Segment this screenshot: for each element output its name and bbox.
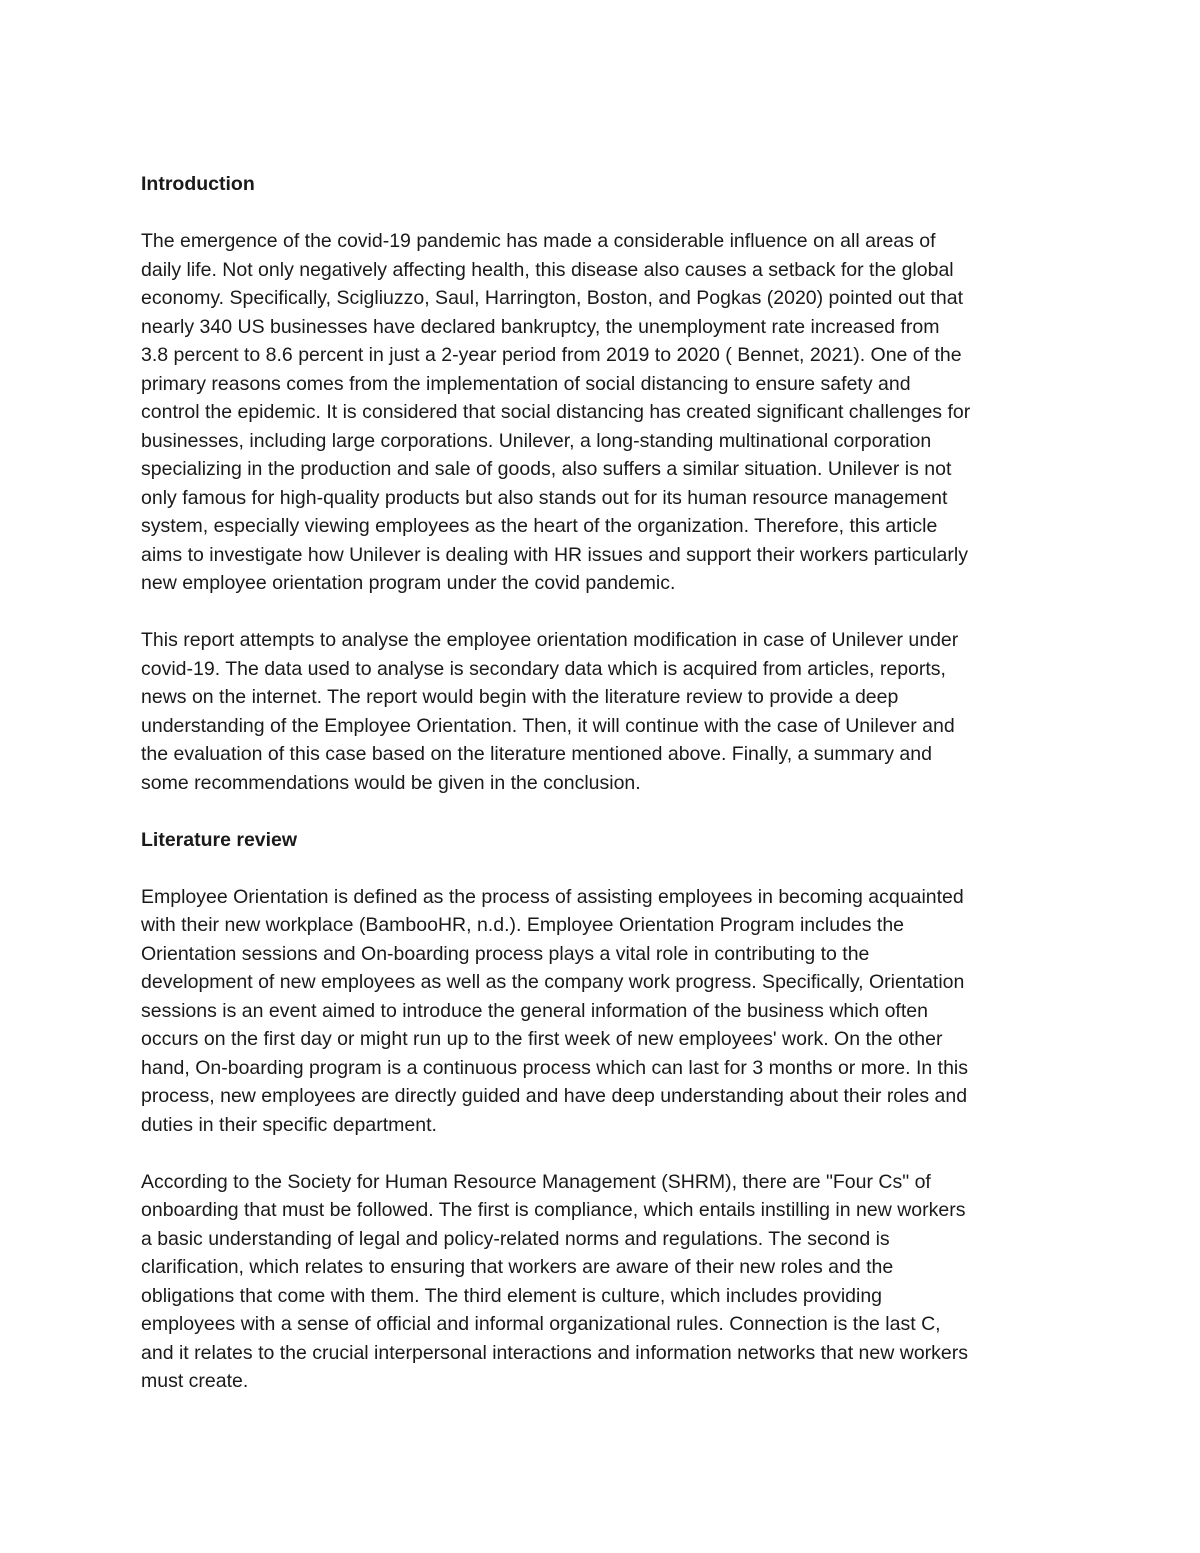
text-line: According to the Society for Human Resource Management (SHRM), there are "Four Cs" of [141, 1170, 931, 1193]
text-line: some recommendations would be given in the conclusion. [141, 771, 641, 794]
text-line: nearly 340 US businesses have declared bankruptcy, the unemployment rate increased from [141, 315, 940, 338]
text-line: employees with a sense of official and informal organizational rules. Connection is the last C, [141, 1313, 941, 1335]
text-line: This report attempts to analyse the employee orientation modification in case of Unilever under [141, 629, 959, 651]
text-line: with their new workplace (BambooHR, n.d.). Employee Orientation Program includes the [141, 914, 905, 936]
text-line: specializing in the production and sale of goods, also suffers a similar situation. Unilever is not [141, 458, 952, 480]
text-line: sessions is an event aimed to introduce the general information of the business which often [141, 999, 928, 1022]
text-line: occurs on the first day or might run up to the first week of new employees' work. On the other [141, 1028, 943, 1050]
section-heading-introduction: Introduction [141, 173, 255, 195]
text-line: a basic understanding of legal and policy-related norms and regulations. The second is [141, 1227, 890, 1250]
text-line: covid-19. The data used to analyse is secondary data which is acquired from articles, reports, [141, 657, 946, 680]
text-line: only famous for high-quality products but also stands out for its human resource management [141, 486, 948, 509]
text-line: the evaluation of this case based on the literature mentioned above. Finally, a summary and [141, 743, 932, 765]
text-line: hand, On-boarding program is a continuous process which can last for 3 months or more. In this [141, 1056, 968, 1079]
text-line: 3.8 percent to 8.6 percent in just a 2-year period from 2019 to 2020 ( Bennet, 2021). One of the [141, 344, 962, 366]
text-line: and it relates to the crucial interpersonal interactions and information networks that new workers [141, 1341, 968, 1364]
text-line: businesses, including large corporations. Unilever, a long-standing multinational corporation [141, 429, 932, 452]
text-line: system, especially viewing employees as the heart of the organization. Therefore, this article [141, 515, 938, 537]
text-line: news on the internet. The report would begin with the literature review to provide a deep [141, 686, 899, 708]
text-line: primary reasons comes from the implementation of social distancing to ensure safety and [141, 372, 911, 395]
text-line: must create. [141, 1370, 249, 1392]
text-line: The emergence of the covid-19 pandemic has made a considerable influence on all areas of [141, 230, 936, 252]
text-line: development of new employees as well as the company work progress. Specifically, Orientation [141, 971, 965, 993]
text-line: duties in their specific department. [141, 1113, 437, 1136]
text-line: understanding of the Employee Orientation. Then, it will continue with the case of Unilever and [141, 714, 955, 737]
text-line: daily life. Not only negatively affecting health, this disease also causes a setback for the global [141, 258, 954, 281]
text-line: control the epidemic. It is considered that social distancing has created significant challenges for [141, 401, 971, 423]
paragraph-introduction-2 [141, 626, 1071, 797]
text-line: process, new employees are directly guided and have deep understanding about their roles and [141, 1085, 968, 1107]
text-line: Employee Orientation is defined as the process of assisting employees in becoming acquainted [141, 885, 964, 908]
text-line: obligations that come with them. The third element is culture, which includes providing [141, 1284, 883, 1307]
text-line: economy. Specifically, Scigliuzzo, Saul, Harrington, Boston, and Pogkas (2020) pointed out that [141, 287, 963, 309]
document-body [141, 170, 1071, 1424]
paragraph-literature-1 [141, 883, 1071, 1140]
text-line: onboarding that must be followed. The first is compliance, which entails instilling in new workers [141, 1199, 966, 1221]
text-line: new employee orientation program under the covid pandemic. [141, 572, 676, 594]
text-line: clarification, which relates to ensuring that workers are aware of their new roles and the [141, 1256, 894, 1278]
paragraph-introduction-1 [141, 227, 1071, 598]
text-line: Orientation sessions and On-boarding process plays a vital role in contributing to the [141, 942, 870, 965]
section-heading-literature-review: Literature review [141, 828, 298, 851]
paragraph-literature-2 [141, 1168, 1071, 1396]
text-line: aims to investigate how Unilever is dealing with HR issues and support their workers particularly [141, 543, 968, 566]
